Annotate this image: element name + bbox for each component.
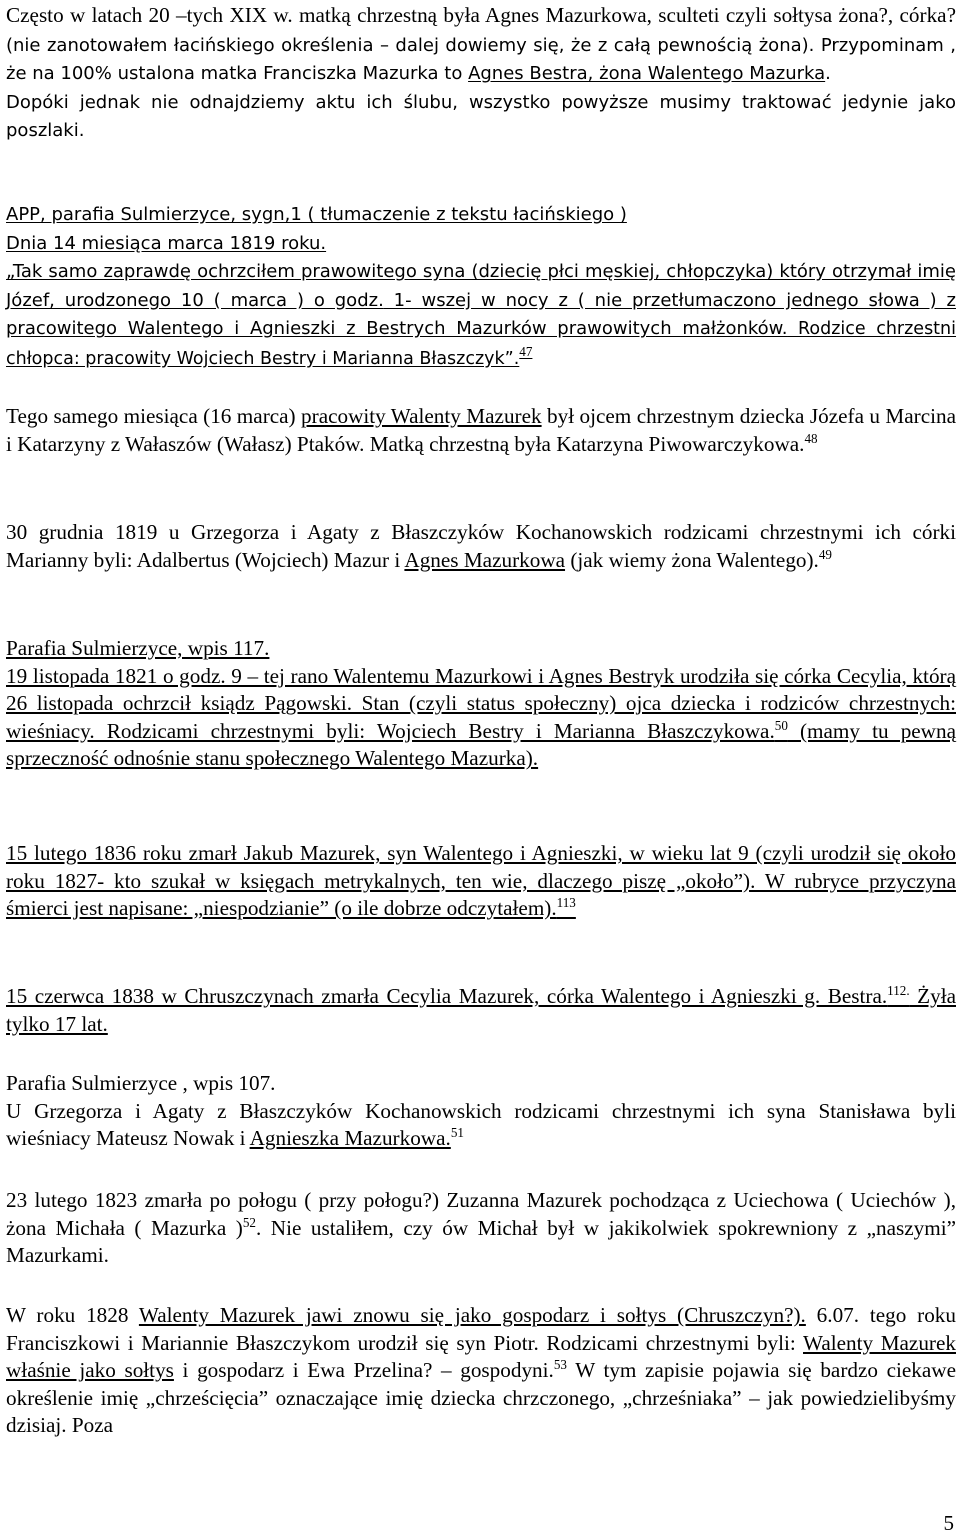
underlined-text: Walenty Mazurek właśnie jako sołtys — [6, 1330, 956, 1383]
text-segment: . — [825, 63, 831, 85]
text-segment: 15 czerwca 1838 w Chruszczynach zmarła Cecylia Mazurek, córka Walentego i Agnieszki g. Bestra. — [6, 984, 888, 1008]
text-segment: 6.07. tego roku Franciszkowi i Mariannie Błaszczykom urodził się syn Piotr. Rodzicami chrzestnymi byli: — [6, 1303, 956, 1355]
footnote-ref: 49 — [818, 546, 832, 562]
text-segment: (jak wiemy żona Walentego). — [565, 547, 819, 572]
footnote-ref: 50 — [774, 717, 788, 733]
footnote-ref: 112. — [887, 982, 910, 998]
text-segment: (mamy tu pewną sprzeczność odnośnie stanu społecznego Walentego Mazurka). — [6, 718, 956, 771]
paragraph-godmother-note — [6, 2, 956, 145]
footnote-ref: 53 — [553, 1357, 567, 1373]
paragraph-godfather-walenty — [6, 403, 956, 458]
text-segment: W roku 1828 — [6, 1303, 139, 1327]
text-segment: Często w latach 20 –tych XIX w. matką chrzestną była Agnes Mazurkowa, sculteti czyli sołtysa żona?, córka? — [6, 3, 956, 27]
text-segment: 30 grudnia 1819 u Grzegorza i Agaty z Błaszczyków Kochanowskich rodzicami chrzestnymi ich córki Marianny byli: Adalbertus (Wojciech) Mazur i — [6, 520, 956, 572]
source-reference: APP, parafia Sulmierzyce, sygn,1 ( tłumaczenie z tekstu łacińskiego ) — [6, 204, 627, 225]
underlined-text: Walenty Mazurek jawi znowu się jako gospodarz i sołtys (Chruszczyn?). — [138, 1303, 806, 1327]
footnote-ref: 47 — [519, 343, 533, 359]
text-segment: . Nie ustaliłem, czy ów Michał był w jakikolwiek spokrewniony z „naszymi” Mazurkami. — [6, 1215, 956, 1268]
paragraph-december-1819 — [6, 519, 956, 574]
text-segment: Żyła tylko 17 lat. — [6, 984, 956, 1036]
text-segment: był ojcem chrzestnym dziecka Józefa u Marcina i Katarzyny z Wałaszów (Wałasz) Ptaków. Matką chrzestną była Katarzyna Piwowarczykowa. — [6, 404, 957, 456]
paragraph-cecylia-death — [6, 983, 956, 1038]
text-segment: U Grzegorza i Agaty z Błaszczyków Kochanowskich rodzicami chrzestnymi ich syna Stanisława byli wieśniacy Mateusz Nowak i — [6, 1098, 956, 1151]
source-reference: Parafia Sulmierzyce, wpis 117. — [6, 636, 270, 660]
text-segment: Tego samego miesiąca (16 marca) — [6, 404, 302, 428]
underlined-text: Agnieszka Mazurkowa. — [249, 1126, 451, 1151]
text-segment: 15 lutego 1836 roku zmarł Jakub Mazurek, syn Walentego i Agnieszki, w wieku lat 9 (czyli urodził się około roku 1827- kto szukał w księgach metrykalnych, ten wie, dlaczego piszę „około”). W rubryce przyczyna śmierci jest napisane: „niespodzianie” (o ile dobrze odczytałem). — [6, 841, 956, 921]
text-segment: (nie zanotowałem łacińskiego określenia – dalej dowiemy się, że z całą pewnością żona). Przypominam , że na 100% ustalona matka Franciszka Mazurka to — [6, 34, 956, 85]
text-segment: W tym zapisie pojawia się bardzo ciekawe określenie imię „chrześcięcia” oznaczające imię dziecka chrzczonego, „chrześniaka” – jak powiedzielibyśmy dzisiaj. Poza — [6, 1358, 957, 1438]
paragraph-stanislaw-baptism — [6, 1070, 956, 1153]
paragraph-baptism-1819 — [6, 200, 956, 374]
entry-date: Dnia 14 miesiąca marca 1819 roku. — [6, 232, 327, 254]
paragraph-cecylia-birth — [6, 635, 956, 773]
quoted-record: Rodzice chrzestni chłopca: pracowity Wojciech Bestry i Marianna Błaszczyk”. — [6, 319, 957, 369]
footnote-ref: 51 — [450, 1125, 464, 1141]
paragraph-jakub-death — [6, 840, 956, 923]
text-segment: 19 listopada 1821 o godz. 9 – tej rano Walentemu Mazurkowi i Agnes Bestryk urodziła się córka Cecylia, którą 26 listopada ochrzcił ksiądz Pągowski. Stan (czyli status społeczny) ojca dziecka i rodziców chrzestnych: wieśniacy. Rodzicami chrzestnymi byli: Wojciech Bestry i Marianna Błaszczykowa. — [6, 663, 956, 743]
source-reference: Parafia Sulmierzyce , wpis 107. — [6, 1071, 276, 1095]
text-segment: 23 lutego 1823 zmarła po połogu ( przy połogu?) Zuzanna Mazurek pochodząca z Uciechowa ( Uciechów ), żona Michała ( Mazurka ) — [6, 1188, 956, 1240]
underlined-text: Agnes Bestra, żona Walentego Mazurka — [468, 63, 826, 85]
paragraph-1828-soltys — [6, 1302, 956, 1440]
page-number: 5 — [943, 1511, 954, 1535]
footnote-ref: 52 — [242, 1214, 256, 1230]
footnote-ref: 113 — [556, 895, 576, 911]
footnote-ref: 48 — [804, 430, 818, 446]
quoted-record: „Tak samo zaprawdę ochrzciłem prawowitego syna (dziecię płci męskiej, chłopczyka) który otrzymał imię Józef, urodzonego 10 ( marca ) o godz. — [6, 261, 956, 311]
text-segment: Dopóki jednak nie odnajdziemy aktu ich ślubu, wszystko powyższe musimy traktować jedynie jako poszlaki. — [6, 91, 956, 142]
text-segment: i gospodarz i Ewa Przelina? – gospodyni. — [173, 1358, 554, 1383]
quoted-record: 1- wszej w nocy z ( nie przetłumaczono jednego słowa ) z pracowitego Walentego i Agnieszki z Bestrych Mazurków prawowitych małżonków. — [6, 289, 956, 340]
underlined-text: pracowity Walenty Mazurek — [301, 404, 542, 428]
underlined-text: Agnes Mazurkowa — [404, 547, 566, 572]
paragraph-zuzanna-death — [6, 1187, 956, 1270]
